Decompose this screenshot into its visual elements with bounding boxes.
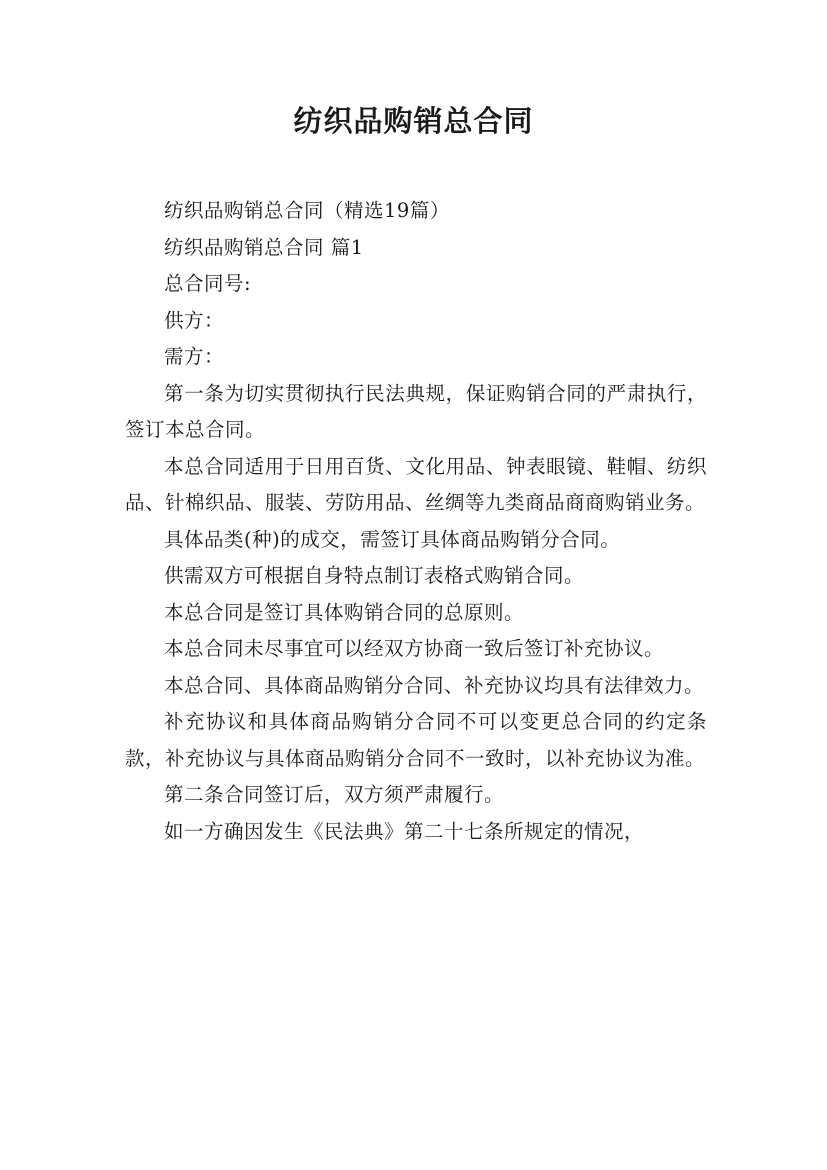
paragraph-heading-part-1: 纺织品购销总合同 篇1 [164, 235, 364, 259]
contract-number-label: 总合同号: [164, 272, 252, 295]
document-body [125, 193, 707, 850]
supplier-label: 供方： [164, 308, 225, 332]
article-1-paragraph: 第一条为切实贯彻执行民法典规，保证购销合同的严肃执行，签订本总合同。 [125, 381, 707, 441]
paragraph-heading-collection: 纺织品购销总合同（精选19篇） [164, 199, 450, 222]
force-majeure-paragraph: 如一方确因发生《民法典》第二十七条所规定的情况， [164, 819, 645, 843]
precedence-paragraph: 补充协议和具体商品购销分合同不可以变更总合同的约定条款，补充协议与具体商品购销分合同不一致时，以补充协议为准。 [125, 710, 707, 770]
table-format-paragraph: 供需双方可根据自身特点制订表格式购销合同。 [164, 564, 585, 587]
scope-paragraph: 本总合同适用于日用百货、文化用品、钟表眼镜、鞋帽、纺织品、针棉织品、服装、劳防用品、丝绸等九类商品商商购销业务。 [125, 454, 707, 514]
supplementary-agreement-paragraph: 本总合同未尽事宜可以经双方协商一致后签订补充协议。 [164, 637, 665, 660]
legal-effect-paragraph: 本总合同、具体商品购销分合同、补充协议均具有法律效力。 [164, 673, 705, 697]
buyer-label: 需方： [164, 345, 225, 368]
sub-contract-paragraph: 具体品类(种)的成交，需签订具体商品购销分合同。 [164, 527, 621, 551]
general-principle-paragraph: 本总合同是签订具体购销合同的总原则。 [164, 600, 525, 624]
document-title: 纺织品购销总合同 [293, 104, 534, 138]
article-2-paragraph: 第二条合同签订后，双方须严肃履行。 [164, 783, 505, 806]
